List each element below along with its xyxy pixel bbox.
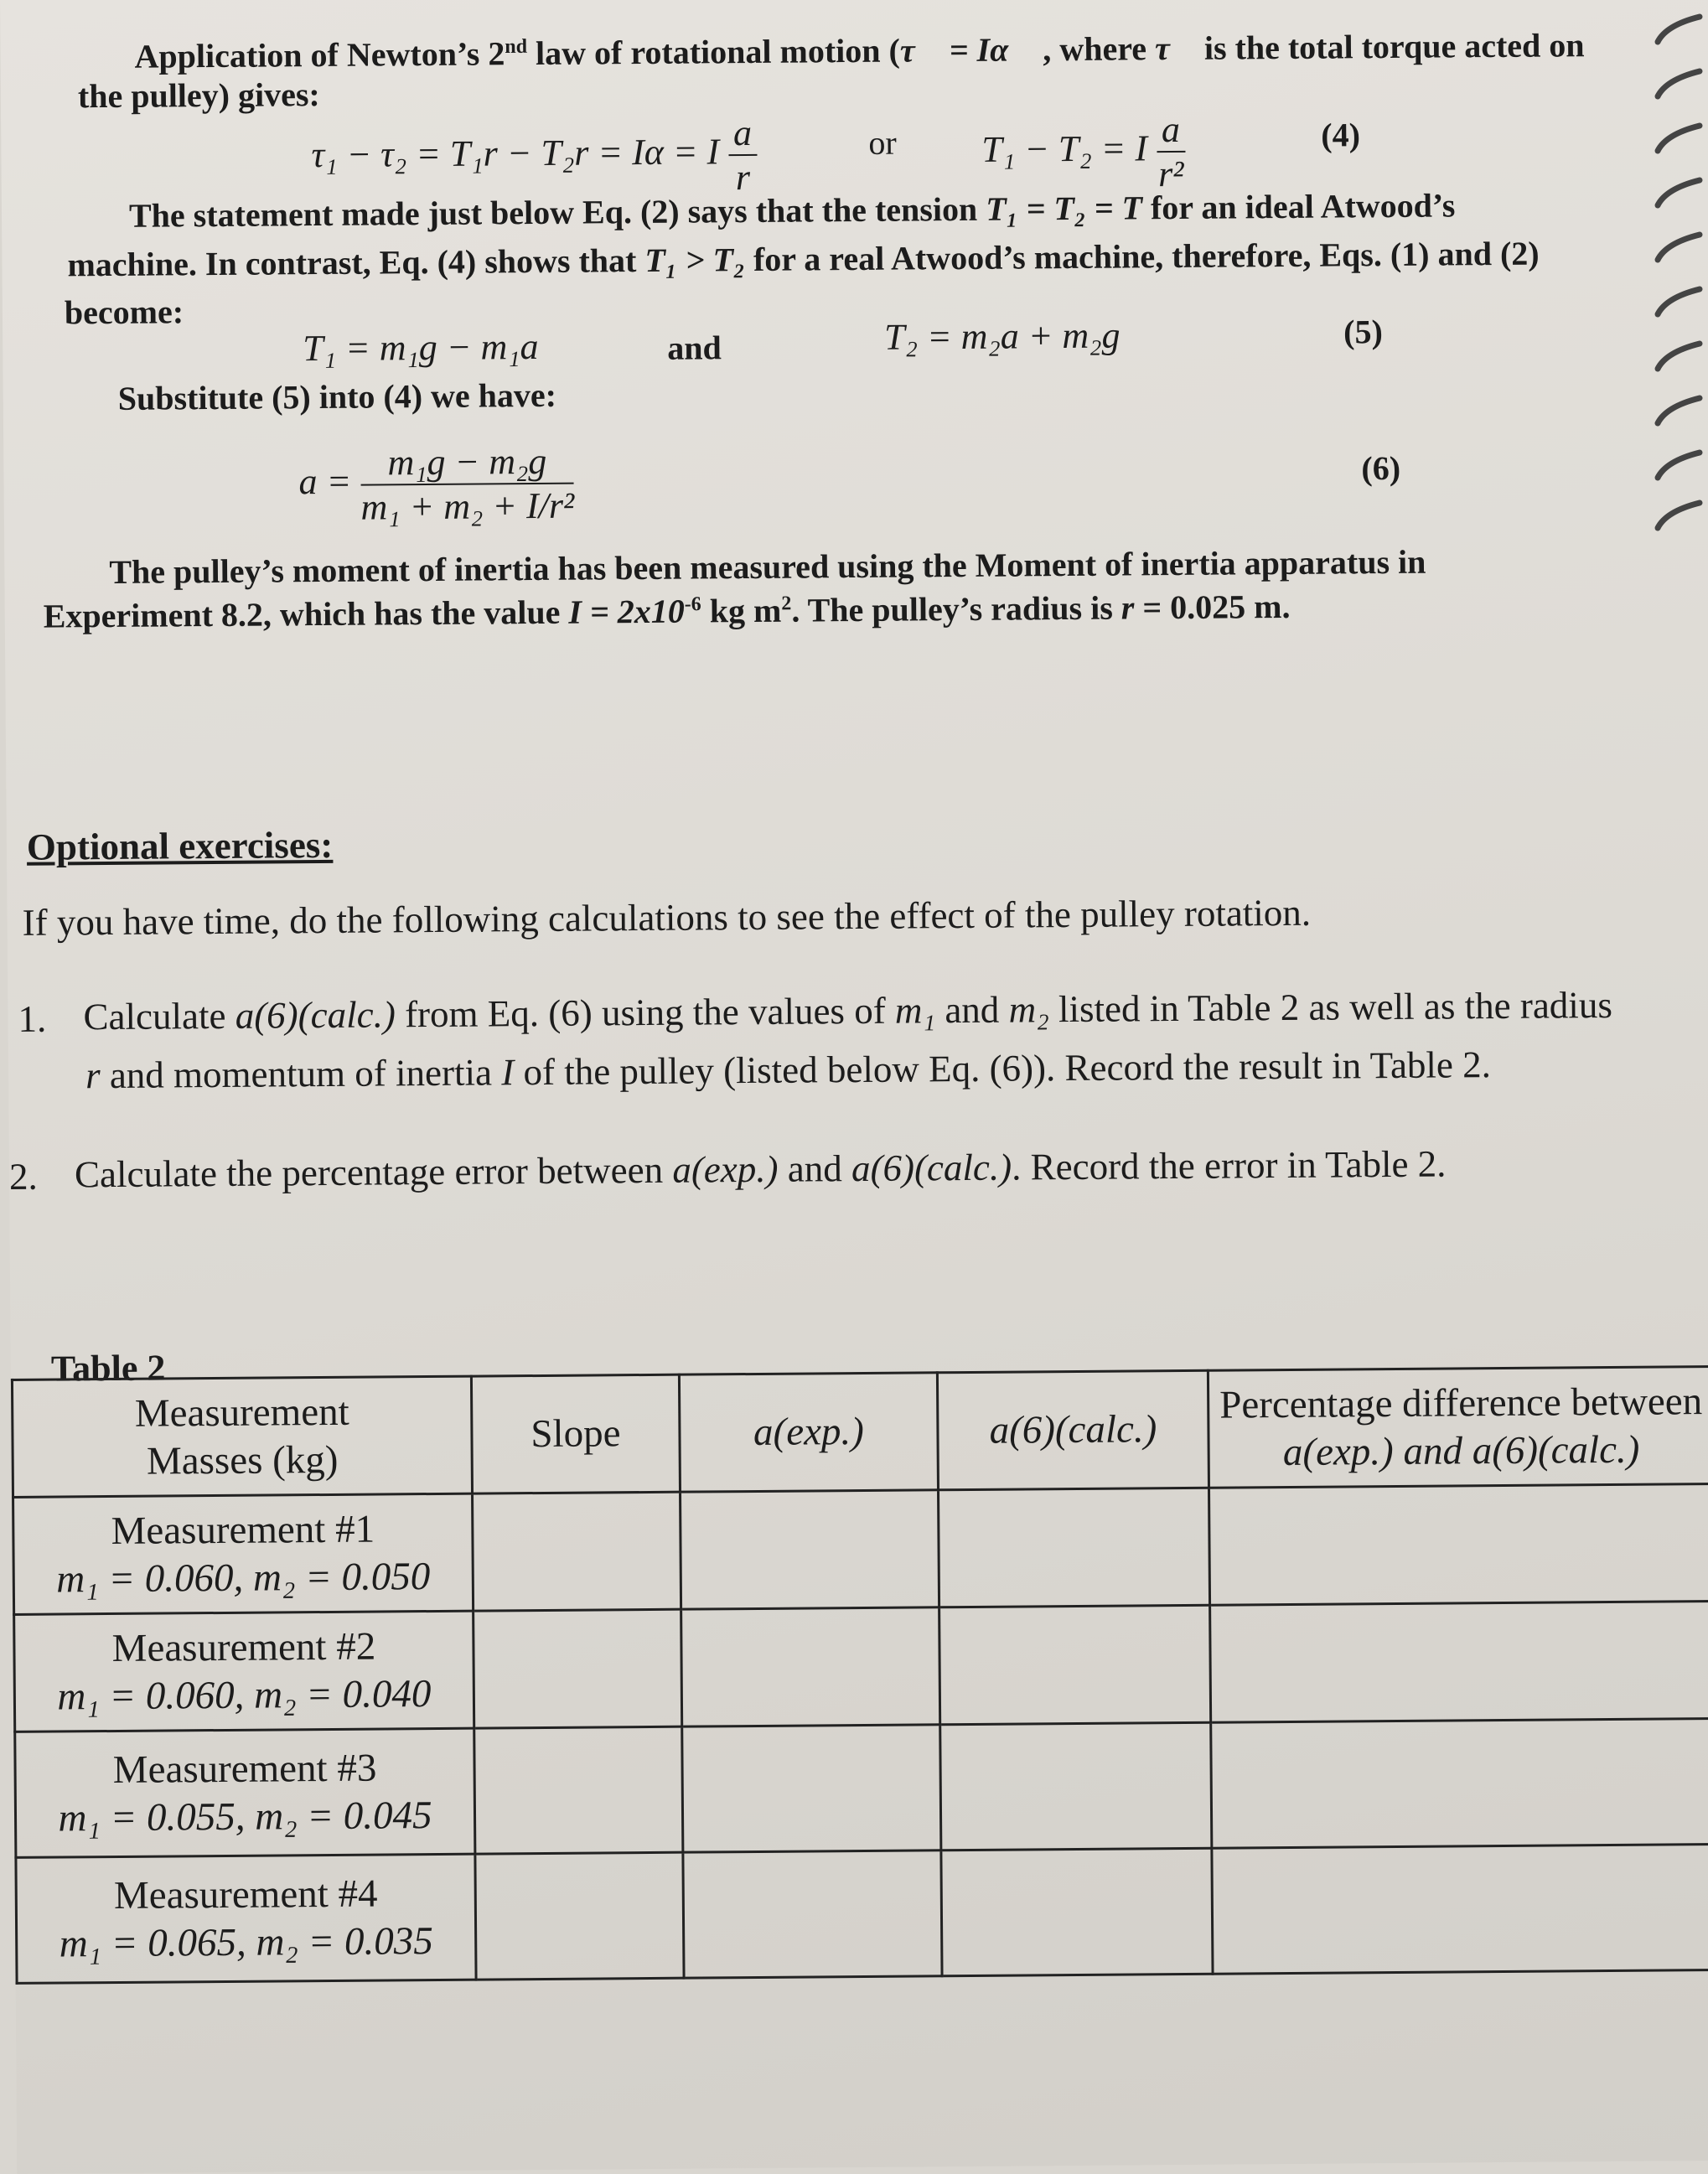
- item1-text-d: and momentum of inertia: [109, 1051, 493, 1097]
- equation-5-number: (5): [1343, 313, 1383, 351]
- row-masses-cell: [14, 1611, 474, 1731]
- intro-tau: τ⃗: [1154, 28, 1197, 68]
- equation-5-left: T₁ = m₁g − m₁a: [303, 325, 539, 370]
- equation-5-and: and: [667, 329, 722, 367]
- intro-text-b: law of rotational motion (: [535, 31, 901, 72]
- para1-text-a: The statement made just below Eq. (2) says that the tension: [128, 189, 978, 235]
- item1-r: r: [85, 1054, 101, 1097]
- item-2-number: 2.: [8, 1155, 38, 1198]
- eq4-right-fraction: [1157, 108, 1186, 195]
- eq6-lhs: a =: [298, 460, 352, 503]
- para2-radius-value: = 0.025 m.: [1142, 587, 1291, 627]
- item1-text-e: of the pulley (listed below Eq. (6)). Record the result in Table 2.: [523, 1043, 1492, 1094]
- eq6-fraction: [360, 440, 575, 529]
- spiral-binding-icon: [1641, 0, 1708, 587]
- optional-heading: Optional exercises:: [26, 823, 334, 868]
- eq4-right-den: r²: [1157, 153, 1184, 195]
- equation-4-left: [311, 111, 758, 202]
- item-1-line-2: [85, 1043, 1491, 1097]
- eq4-right-num: a: [1157, 108, 1185, 153]
- table-row: [16, 1844, 1708, 1983]
- equation-4-or: or: [868, 123, 897, 162]
- intro-text-a: Application of Newton’s 2: [134, 34, 505, 75]
- para1-text-d: for a real Atwood’s machine, therefore, Eqs. (1) and (2): [753, 234, 1540, 278]
- table-2: [11, 1365, 1708, 1985]
- row-masses: m₁ = 0.060, m₂ = 0.040: [57, 1671, 432, 1719]
- para1-line-2: [67, 234, 1540, 285]
- eq4-left-num: a: [728, 111, 757, 156]
- intro-text-d: is the total torque acted on: [1203, 26, 1585, 67]
- intro-line-1: [134, 25, 1584, 76]
- a-exp-cell[interactable]: [682, 1725, 941, 1852]
- para1-eq-b: T₁ > T₂: [644, 241, 746, 279]
- eq6-numerator: m₁g − m₂g: [360, 440, 574, 486]
- para2-radius-symbol: r: [1121, 588, 1135, 627]
- header-pct-line2: a(exp.) and a(6)(calc.): [1282, 1427, 1640, 1474]
- a-calc-cell[interactable]: [940, 1722, 1212, 1850]
- intro-equation: τ⃗ = Iα⃗: [899, 30, 1035, 70]
- header-masses-line1: Measurement: [134, 1390, 349, 1436]
- para2-unit-exponent: 2: [781, 593, 792, 615]
- para1-text-b: for an ideal Atwood’s: [1150, 186, 1456, 227]
- table-row: [15, 1718, 1708, 1857]
- para2-text-a: Experiment 8.2, which has the value: [43, 593, 561, 635]
- slope-cell[interactable]: [473, 1492, 681, 1611]
- equation-4-number: (4): [1321, 116, 1361, 154]
- row-label: Measurement #2: [111, 1624, 376, 1671]
- para1-line-3: become:: [64, 292, 184, 332]
- item1-text-c: listed in Table 2 as well as the radius: [1058, 983, 1613, 1031]
- para2-inertia-value: I = 2x10: [568, 592, 685, 631]
- table-caption: Table 2: [50, 1347, 166, 1390]
- para1-eq-a: T₁ = T₂ = T: [986, 189, 1143, 228]
- header-masses: [12, 1376, 472, 1497]
- header-percentage: [1208, 1366, 1708, 1488]
- a-exp-cell[interactable]: [681, 1607, 940, 1726]
- item1-text-b: from Eq. (6) using the values of: [404, 989, 886, 1036]
- spiral-binding: [1641, 0, 1708, 587]
- header-pct-line1: Percentage difference between: [1219, 1379, 1703, 1427]
- a-exp-cell[interactable]: [681, 1490, 939, 1609]
- row-masses: m₁ = 0.060, m₂ = 0.050: [56, 1554, 431, 1602]
- row-masses-cell: [15, 1728, 475, 1857]
- equation-4-right: [981, 108, 1185, 197]
- row-masses-cell: [16, 1854, 476, 1983]
- eq4-left-text: τ₁ − τ₂ = T₁r − T₂r = Iα = I: [311, 131, 720, 176]
- item1-acalc: a(6)(calc.): [235, 993, 396, 1037]
- intro-sup: nd: [505, 35, 528, 58]
- percentage-cell[interactable]: [1209, 1483, 1708, 1605]
- row-label: Measurement #3: [112, 1746, 377, 1793]
- header-slope: Slope: [471, 1374, 680, 1493]
- row-label: Measurement #1: [111, 1507, 375, 1554]
- percentage-cell[interactable]: [1211, 1718, 1708, 1848]
- para2-line-2: [44, 587, 1291, 636]
- eq6-denominator: m₁ + m₂ + I/r²: [360, 484, 575, 528]
- para2-unit: kg m: [709, 591, 782, 630]
- a-exp-cell[interactable]: [683, 1850, 942, 1978]
- item2-aexp: a(exp.): [672, 1147, 779, 1191]
- item-1-line-1: [83, 983, 1612, 1038]
- table-row: [13, 1483, 1708, 1614]
- item2-acalc: a(6)(calc.): [851, 1146, 1012, 1190]
- a-calc-cell[interactable]: [938, 1488, 1209, 1607]
- intro-text-c: , where: [1043, 29, 1147, 69]
- slope-cell[interactable]: [475, 1852, 684, 1980]
- item-1-number: 1.: [18, 997, 47, 1040]
- percentage-cell[interactable]: [1212, 1844, 1708, 1974]
- slope-cell[interactable]: [474, 1609, 682, 1728]
- eq4-left-fraction: [728, 111, 758, 199]
- row-masses: m₁ = 0.055, m₂ = 0.045: [58, 1793, 432, 1840]
- a-calc-cell[interactable]: [939, 1605, 1211, 1725]
- item2-text-a: Calculate the percentage error between: [74, 1148, 664, 1196]
- para2-text-b: . The pulley’s radius is: [791, 588, 1113, 629]
- item2-text-b: . Record the error in Table 2.: [1011, 1142, 1447, 1188]
- intro-line-2: the pulley) gives:: [77, 75, 320, 116]
- substitute-line: Substitute (5) into (4) we have:: [117, 375, 557, 417]
- equation-6-number: (6): [1361, 448, 1401, 488]
- table-row: [14, 1601, 1708, 1731]
- table-header-row: [12, 1366, 1708, 1497]
- row-masses: m₁ = 0.065, m₂ = 0.035: [59, 1918, 433, 1966]
- equation-5-right: T₂ = m₂a + m₂g: [883, 314, 1121, 358]
- optional-intro: If you have time, do the following calculations to see the effect of the pulley rotation.: [22, 891, 1312, 944]
- item1-m1: m₁: [894, 989, 936, 1032]
- item2-and: and: [787, 1147, 842, 1190]
- para2-exponent: -6: [684, 593, 701, 616]
- percentage-cell[interactable]: [1210, 1601, 1708, 1722]
- para2-line-1: The pulley’s moment of inertia has been measured using the Moment of inertia apparatus in: [109, 542, 1426, 591]
- row-masses-cell: [13, 1493, 474, 1614]
- eq4-left-den: r: [735, 156, 751, 199]
- header-masses-line2: Masses (kg): [146, 1437, 339, 1483]
- equation-6: [298, 440, 574, 530]
- header-a-calc: a(6)(calc.): [937, 1370, 1209, 1490]
- para1-text-c: machine. In contrast, Eq. (4) shows that: [67, 241, 637, 284]
- item1-and: and: [945, 988, 1000, 1032]
- eq4-right-text: T₁ − T₂ = I: [981, 127, 1148, 170]
- row-label: Measurement #4: [113, 1871, 378, 1918]
- item-2-line: [75, 1141, 1447, 1196]
- item1-I: I: [501, 1051, 515, 1094]
- a-calc-cell[interactable]: [941, 1848, 1213, 1976]
- item1-m2: m₂: [1008, 988, 1049, 1031]
- header-a-exp: a(exp.): [679, 1373, 938, 1492]
- slope-cell[interactable]: [474, 1726, 683, 1854]
- item1-text-a: Calculate: [83, 994, 226, 1038]
